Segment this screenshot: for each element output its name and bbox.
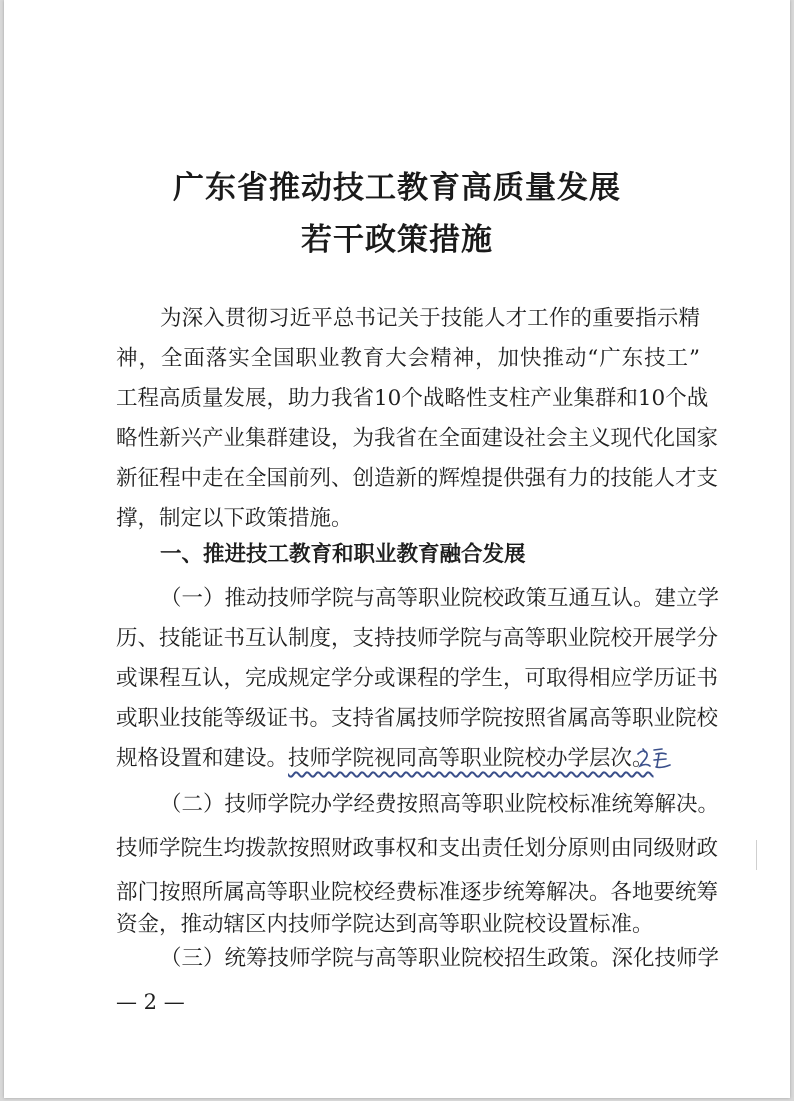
scan-mark xyxy=(756,840,757,870)
body-line: 部门按照所属高等职业院校经费标准逐步统筹解决。各地要统筹 xyxy=(116,880,719,905)
document-title-line-1: 广东省推动技工教育高质量发展 xyxy=(173,170,621,206)
body-line: 技师学院生均拨款按照财政事权和支出责任划分原则由同级财政 xyxy=(116,836,719,861)
body-line: （三）统筹技师学院与高等职业院校招生政策。深化技师学 xyxy=(160,946,720,971)
body-line: 或课程互认，完成规定学分或课程的学生，可取得相应学历证书 xyxy=(116,666,719,691)
body-line: 为深入贯彻习近平总书记关于技能人才工作的重要指示精 xyxy=(160,306,700,331)
body-line: 资金，推动辖区内技师学院达到高等职业院校设置标准。 xyxy=(116,912,654,937)
body-line: 神，全面落实全国职业教育大会精神，加快推动“广东技工” xyxy=(116,346,700,371)
page-number: — 2 — xyxy=(116,990,185,1014)
body-line: （二）技师学院办学经费按照高等职业院校标准统筹解决。 xyxy=(160,792,720,817)
section-heading: 一、推进技工教育和职业教育融合发展 xyxy=(160,542,526,567)
document-page xyxy=(4,0,790,1098)
body-line: 略性新兴产业集群建设，为我省在全面建设社会主义现代化国家 xyxy=(116,426,719,451)
body-line: （一）推动技师学院与高等职业院校政策互通互认。建立学 xyxy=(160,586,720,611)
body-line: 工程高质量发展，助力我省10个战略性支柱产业集群和10个战 xyxy=(116,386,709,411)
body-line: 撑，制定以下政策措施。 xyxy=(116,506,353,531)
underlined-sentence: 技师学院视同高等职业院校办学层次。 xyxy=(288,746,654,771)
body-line-with-underline xyxy=(116,744,700,774)
body-line: 新征程中走在全国前列、创造新的辉煌提供强有力的技能人才支 xyxy=(116,466,719,491)
body-line-text: 规格设置和建设。 xyxy=(116,746,289,771)
body-line: 历、技能证书互认制度，支持技师学院与高等职业院校开展学分 xyxy=(116,626,719,651)
handwritten-annotation-icon xyxy=(632,740,682,776)
document-title-line-2: 若干政策措施 xyxy=(301,222,493,258)
body-line: 或职业技能等级证书。支持省属技师学院按照省属高等职业院校 xyxy=(116,706,719,731)
